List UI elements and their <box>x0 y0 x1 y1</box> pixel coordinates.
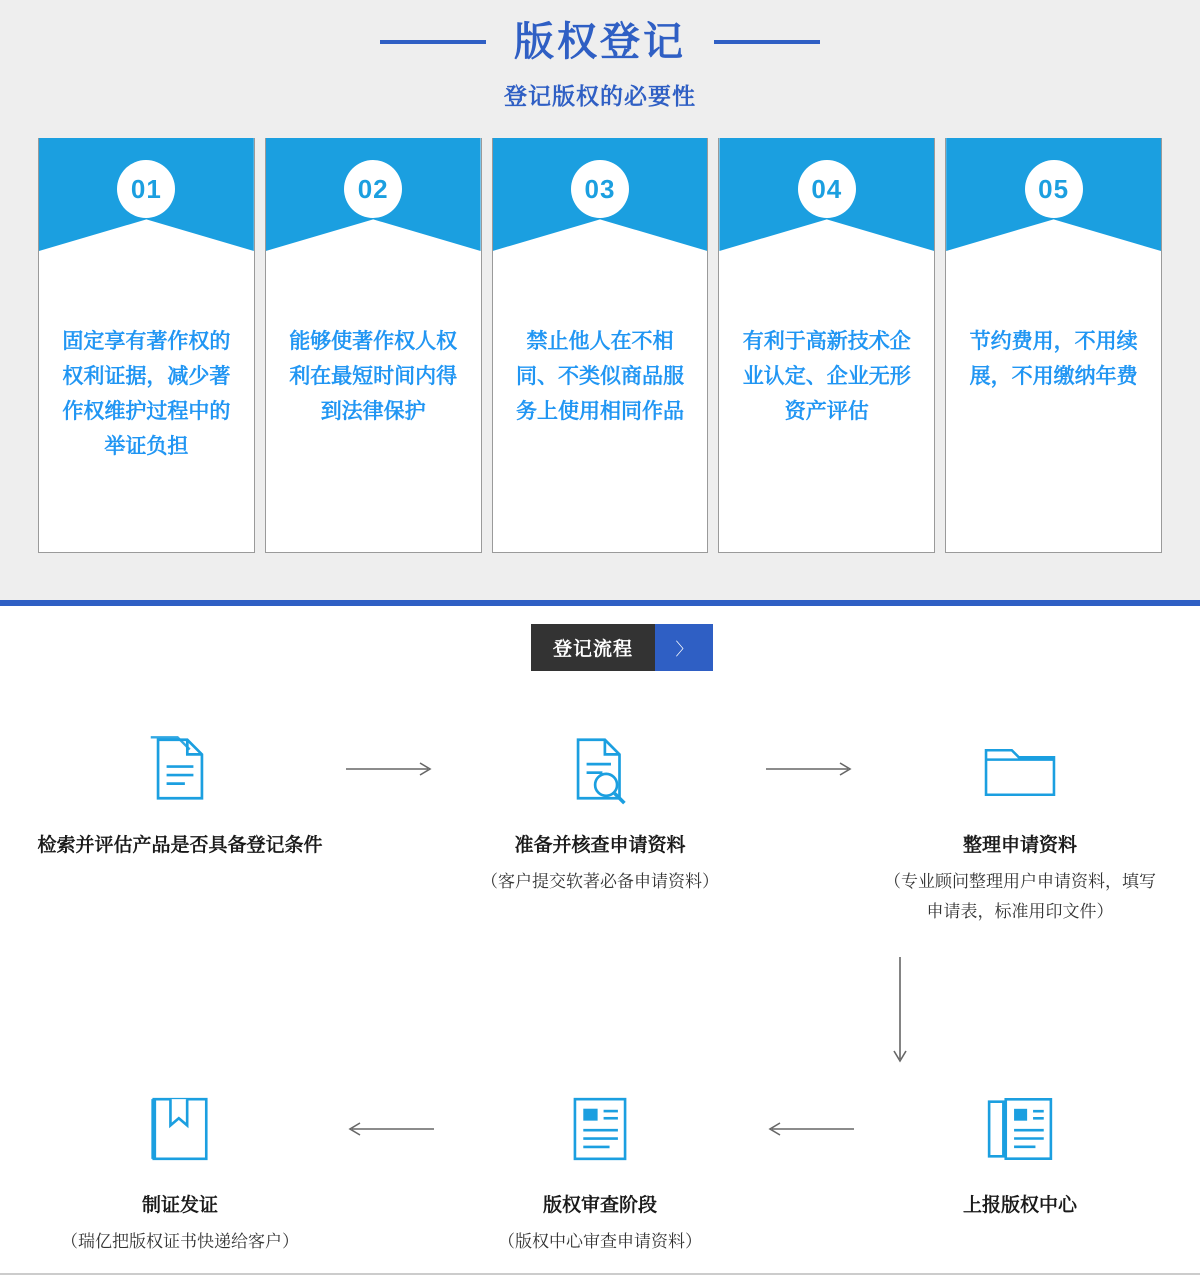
flow-row-bottom <box>0 1085 1200 1257</box>
review-document-icon <box>450 1085 750 1173</box>
document-lines-icon <box>30 725 330 813</box>
flow-step-1 <box>30 725 330 867</box>
copyright-registration-section <box>0 0 1200 600</box>
flow-step-label: 检索并评估产品是否具备登记条件 <box>37 835 323 856</box>
arrow-down-icon <box>891 957 909 1069</box>
flow-step-6 <box>30 1085 330 1257</box>
flow-step-label: 制证发证 <box>141 1195 218 1216</box>
benefit-card <box>492 138 709 553</box>
report-icon <box>870 1085 1170 1173</box>
certificate-book-icon <box>30 1085 330 1173</box>
arrow-left-icon <box>750 1085 870 1173</box>
arrow-down-connector <box>0 957 1200 1069</box>
benefit-card <box>945 138 1162 553</box>
folder-icon <box>870 725 1170 813</box>
chevron-right-icon: 〉 <box>655 624 713 671</box>
arrow-right-icon <box>330 725 450 813</box>
flow-step-4 <box>870 1085 1170 1227</box>
flow-step-label: 整理申请资料 <box>962 835 1077 856</box>
card-text: 节约费用，不用续展，不用缴纳年费 <box>969 330 1138 388</box>
document-search-icon <box>450 725 750 813</box>
card-text: 能够使著作权人权利在最短时间内得到法律保护 <box>289 330 458 423</box>
page-subtitle: 登记版权的必要性 <box>504 83 696 109</box>
flow-step-note: （瑞亿把版权证书快递给客户） <box>61 1232 299 1251</box>
flow-step-5 <box>450 1085 750 1257</box>
card-number: 02 <box>344 160 402 218</box>
card-number: 05 <box>1025 160 1083 218</box>
flow-grid <box>0 725 1200 1257</box>
card-number: 01 <box>117 160 175 218</box>
benefit-card <box>718 138 935 553</box>
page-title: 版权登记 <box>514 20 686 64</box>
flow-step-label: 准备并核查申请资料 <box>514 835 686 856</box>
benefit-card <box>38 138 255 553</box>
title-row <box>0 0 1200 66</box>
title-rule-right <box>714 40 820 44</box>
flow-tab[interactable] <box>531 606 725 671</box>
arrow-left-icon <box>330 1085 450 1173</box>
flow-step-label: 版权审查阶段 <box>542 1195 657 1216</box>
flow-tab-label: 登记流程 <box>531 624 655 671</box>
flow-step-label: 上报版权中心 <box>962 1195 1077 1216</box>
flow-row-top <box>0 725 1200 927</box>
card-number: 03 <box>571 160 629 218</box>
card-text: 禁止他人在不相同、不类似商品服务上使用相同作品 <box>515 330 684 423</box>
flow-step-3 <box>870 725 1170 927</box>
card-text: 固定享有著作权的权利证据，减少著作权维护过程中的举证负担 <box>62 330 231 458</box>
benefit-card <box>265 138 482 553</box>
flow-step-note: （版权中心审查申请资料） <box>498 1232 702 1251</box>
registration-flow-section <box>0 606 1200 1275</box>
title-rule-left <box>380 40 486 44</box>
benefit-card-list <box>38 138 1162 553</box>
card-text: 有利于高新技术企业认定、企业无形资产评估 <box>742 330 911 423</box>
flow-step-2 <box>450 725 750 897</box>
flow-step-note: （专业顾问整理用户申请资料，填写申请表，标准用印文件） <box>884 872 1156 921</box>
arrow-right-icon <box>750 725 870 813</box>
flow-step-note: （客户提交软著必备申请资料） <box>481 872 719 891</box>
card-number: 04 <box>798 160 856 218</box>
